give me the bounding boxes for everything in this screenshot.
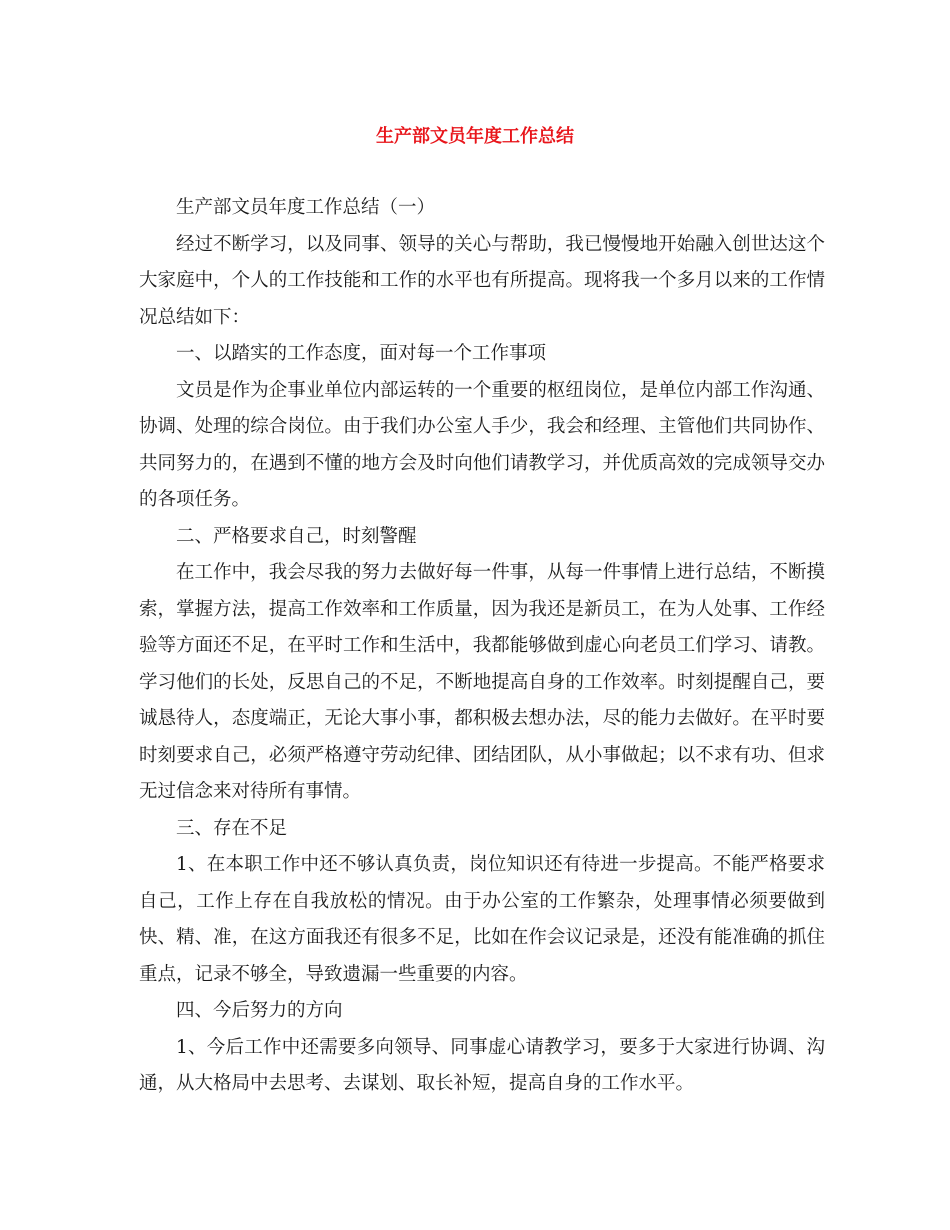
section-heading-1: 一、以踏实的工作态度，面对每一个工作事项 <box>176 343 547 364</box>
section-heading-4: 四、今后努力的方向 <box>176 1000 343 1021</box>
section-4-paragraph: 1、今后工作中还需要多向领导、同事虚心请教学习，要多于大家进行协调、沟通，从大格局中去思考、去谋划、取长补短，提高自身的工作水平。 <box>139 1036 825 1094</box>
subtitle-paragraph: 生产部文员年度工作总结（一） <box>176 197 436 218</box>
document-title: 生产部文员年度工作总结 <box>376 126 574 147</box>
section-3-paragraph: 1、在本职工作中还不够认真负责，岗位知识还有待进一步提高。不能严格要求自己，工作上存在自我放松的情况。由于办公室的工作繁杂，处理事情必须要做到快、精、准，在这方面我还有很多不足，比如在作会议记录是，还没有能准确的抓住重点，记录不够全，导致遗漏一些重要的内容。 <box>139 854 825 985</box>
section-1-paragraph: 文员是作为企事业单位内部运转的一个重要的枢纽岗位，是单位内部工作沟通、协调、处理的综合岗位。由于我们办公室人手少，我会和经理、主管他们共同协作、共同努力的，在遇到不懂的地方会及时向他们请教学习，并优质高效的完成领导交办的各项任务。 <box>139 379 825 510</box>
document-body <box>139 190 825 1103</box>
intro-paragraph: 经过不断学习，以及同事、领导的关心与帮助，我已慢慢地开始融入创世达这个大家庭中，个人的工作技能和工作的水平也有所提高。现将我一个多月以来的工作情况总结如下： <box>139 233 825 328</box>
section-2-paragraph: 在工作中，我会尽我的努力去做好每一件事，从每一件事情上进行总结，不断摸索，掌握方法，提高工作效率和工作质量，因为我还是新员工，在为人处事、工作经验等方面还不足，在平时工作和生活中，我都能够做到虚心向老员工们学习、请教。学习他们的长处，反思自己的不足，不断地提高自身的工作效率。时刻提醒自己，要诚恳待人，态度端正，无论大事小事，都积极去想办法，尽的能力去做好。在平时要时刻要求自己，必须严格遵守劳动纪律、团结团队，从小事做起；以不求有功、但求无过信念来对待所有事情。 <box>139 562 825 802</box>
section-heading-2: 二、严格要求自己，时刻警醒 <box>176 525 417 547</box>
section-heading-3: 三、存在不足 <box>176 817 288 839</box>
